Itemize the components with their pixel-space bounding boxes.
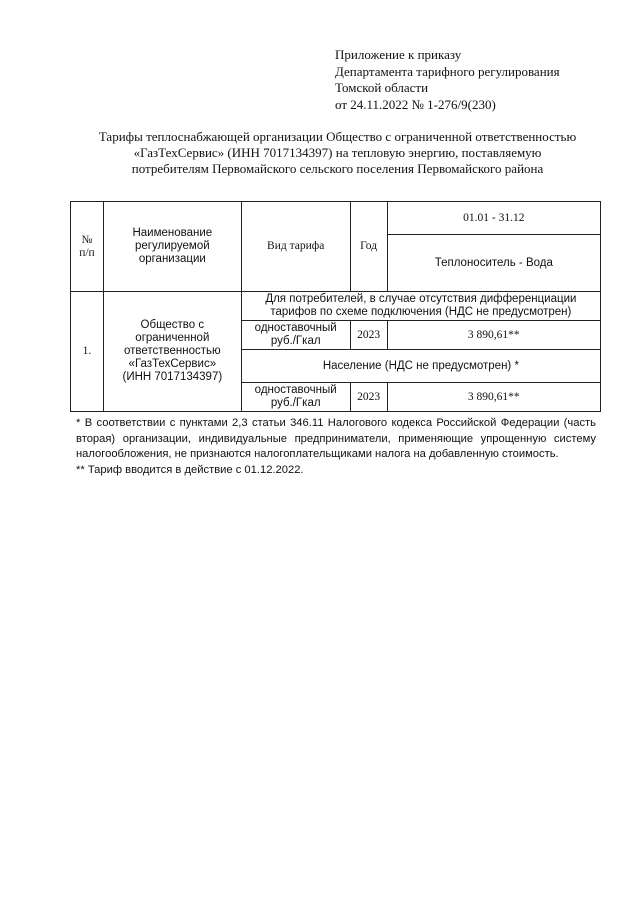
tariff-type-1: одноставочный руб./Гкал — [241, 321, 350, 350]
row-organization: Общество с ограниченной ответственностью «ГазТехСервис» (ИНН 7017134397) — [103, 292, 241, 412]
title-line-1: Тарифы теплоснабжающей организации Общество с ограниченной ответственностью — [98, 129, 577, 144]
section-consumers: Для потребителей, в случае отсутствия дифференциации тарифов по схеме подключения (НДС не предусмотрен) — [241, 292, 600, 321]
header-period: 01.01 - 31.12 — [387, 202, 600, 235]
tariff-type-2: одноставочный руб./Гкал — [241, 383, 350, 412]
header-heat-carrier: Теплоноситель - Вода — [387, 235, 600, 292]
header-line-2: Департамента тарифного регулирования — [335, 63, 560, 79]
header-tariff-type: Вид тарифа — [241, 202, 350, 292]
title-line-3: потребителям Первомайского сельского поселения Первомайского района — [131, 161, 544, 176]
header-line-3: Томской области — [335, 80, 429, 95]
table-row — [71, 292, 601, 321]
tariff-table — [70, 201, 601, 412]
document-header — [335, 47, 560, 113]
footnote-2: ** Тариф вводится в действие с 01.12.2022. — [76, 463, 304, 476]
tariff-value-1: 3 890,61** — [387, 321, 600, 350]
table-header-row — [71, 202, 601, 235]
header-line-1: Приложение к приказу — [335, 47, 462, 62]
tariff-year-2: 2023 — [350, 383, 387, 412]
header-organization: Наименование регулируемой организации — [103, 202, 241, 292]
header-num: № п/п — [71, 202, 104, 292]
tariff-year-1: 2023 — [350, 321, 387, 350]
row-num: 1. — [71, 292, 104, 412]
header-line-4: от 24.11.2022 № 1-276/9(230) — [335, 96, 496, 112]
footnote-1: * В соответствии с пунктами 2,3 статьи 346.11 Налогового кодекса Российской Федерации (часть вторая) организации, индивидуальные предприниматели, применяющие упрощенную систему налогообложения, не признаются налогоплательщиками налога на добавленную стоимость. — [76, 417, 596, 460]
section-population: Население (НДС не предусмотрен) * — [241, 350, 600, 383]
title-line-2: «ГазТехСервис» (ИНН 7017134397) на тепловую энергию, поставляемую — [133, 145, 542, 160]
document-title — [40, 129, 635, 177]
tariff-value-2: 3 890,61** — [387, 383, 600, 412]
header-year: Год — [350, 202, 387, 292]
footnotes — [76, 416, 596, 478]
